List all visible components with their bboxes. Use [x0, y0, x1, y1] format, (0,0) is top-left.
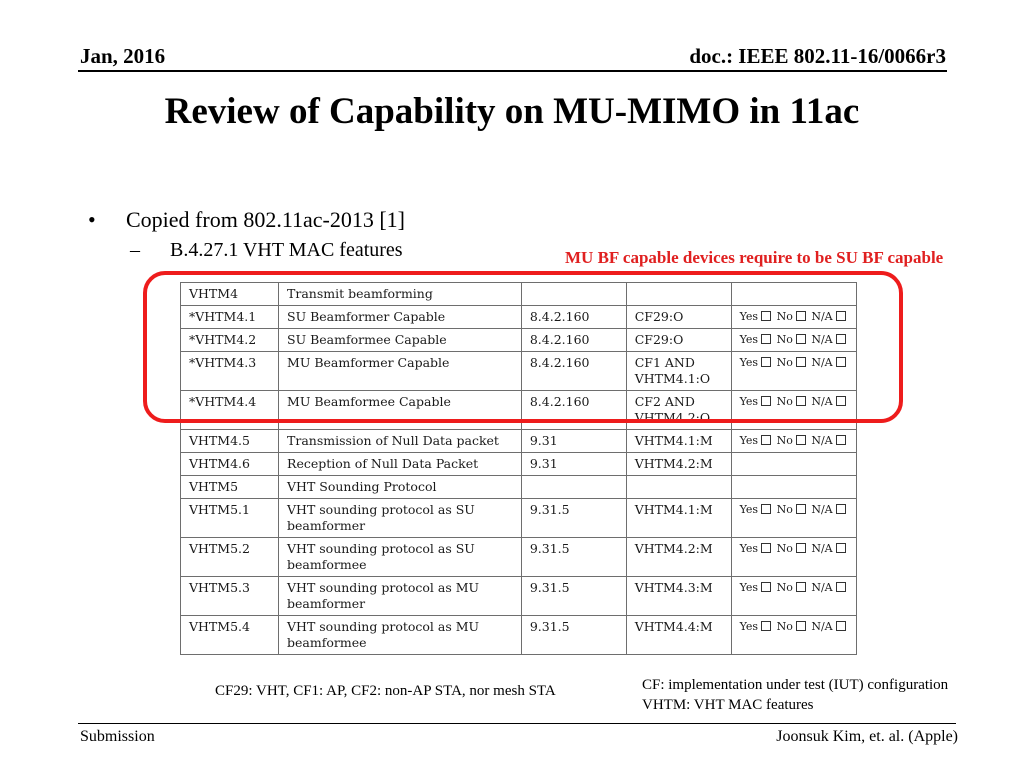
- support-label-no: No: [776, 620, 793, 633]
- checkbox-icon: [796, 621, 806, 631]
- table-row: [181, 476, 857, 499]
- checkbox-icon: [836, 582, 846, 592]
- checkbox-icon: [761, 504, 771, 514]
- bullet-text: Copied from 802.11ac-2013 [1]: [126, 207, 406, 232]
- reference-cell: 9.31.5: [521, 538, 626, 577]
- item-cell: *VHTM4.4: [181, 391, 279, 430]
- feature-cell: Reception of Null Data Packet: [279, 453, 522, 476]
- item-cell: VHTM5: [181, 476, 279, 499]
- support-label-yes: Yes: [739, 542, 759, 555]
- support-label-yes: Yes: [739, 434, 759, 447]
- status-cell: VHTM4.2:M: [626, 538, 731, 577]
- checkbox-icon: [796, 543, 806, 553]
- support-label-no: No: [776, 356, 793, 369]
- support-label-na: N/A: [811, 356, 833, 369]
- checkbox-icon: [796, 582, 806, 592]
- header-date: Jan, 2016: [80, 44, 166, 68]
- status-cell: VHTM4.4:M: [626, 616, 731, 655]
- support-label-na: N/A: [811, 310, 833, 323]
- support-label-no: No: [776, 542, 793, 555]
- feature-cell: SU Beamformee Capable: [279, 329, 522, 352]
- status-cell: CF29:O: [626, 306, 731, 329]
- checkbox-icon: [836, 504, 846, 514]
- checkbox-icon: [836, 543, 846, 553]
- support-label-yes: Yes: [739, 333, 759, 346]
- item-cell: VHTM4.5: [181, 430, 279, 453]
- footer-divider: [78, 723, 956, 724]
- checkbox-icon: [836, 435, 846, 445]
- checkbox-icon: [761, 435, 771, 445]
- support-cell: [731, 616, 856, 655]
- feature-cell: SU Beamformer Capable: [279, 306, 522, 329]
- table-row: [181, 499, 857, 538]
- feature-cell: MU Beamformee Capable: [279, 391, 522, 430]
- note-legend: [642, 675, 948, 715]
- item-cell: VHTM5.3: [181, 577, 279, 616]
- checkbox-icon: [796, 504, 806, 514]
- checkbox-icon: [836, 621, 846, 631]
- feature-cell: VHT Sounding Protocol: [279, 476, 522, 499]
- status-cell: VHTM4.1:M: [626, 499, 731, 538]
- status-cell: CF2 AND VHTM4.2:O: [626, 391, 731, 430]
- status-cell: CF1 AND VHTM4.1:O: [626, 352, 731, 391]
- feature-cell: VHT sounding protocol as SU beamformer: [279, 499, 522, 538]
- support-cell: [731, 453, 856, 476]
- feature-cell: VHT sounding protocol as SU beamformee: [279, 538, 522, 577]
- reference-cell: 9.31: [521, 453, 626, 476]
- reference-cell: 9.31.5: [521, 616, 626, 655]
- support-label-no: No: [776, 503, 793, 516]
- status-cell: VHTM4.1:M: [626, 430, 731, 453]
- footer-authors: Joonsuk Kim, et. al. (Apple): [776, 728, 958, 745]
- item-cell: VHTM5.1: [181, 499, 279, 538]
- header-divider: [78, 70, 947, 72]
- reference-cell: 9.31: [521, 430, 626, 453]
- support-label-yes: Yes: [739, 395, 759, 408]
- checkbox-icon: [761, 543, 771, 553]
- sub-bullet-text: B.4.27.1 VHT MAC features: [170, 239, 403, 261]
- support-label-na: N/A: [811, 542, 833, 555]
- item-cell: *VHTM4.1: [181, 306, 279, 329]
- item-cell: VHTM5.4: [181, 616, 279, 655]
- note-legend-line-2: VHTM: VHT MAC features: [642, 697, 814, 713]
- header-doc-id: doc.: IEEE 802.11-16/0066r3: [689, 44, 946, 68]
- callout-text: MU BF capable devices require to be SU BF capable: [565, 248, 944, 267]
- table-row: [181, 430, 857, 453]
- status-cell: [626, 476, 731, 499]
- checkbox-icon: [761, 582, 771, 592]
- support-label-na: N/A: [811, 333, 833, 346]
- table-row: [181, 616, 857, 655]
- support-label-na: N/A: [811, 434, 833, 447]
- support-label-no: No: [776, 581, 793, 594]
- support-label-na: N/A: [811, 503, 833, 516]
- table-row: [181, 453, 857, 476]
- support-label-na: N/A: [811, 581, 833, 594]
- checkbox-icon: [796, 435, 806, 445]
- support-cell: [731, 499, 856, 538]
- status-cell: VHTM4.3:M: [626, 577, 731, 616]
- support-cell: [731, 577, 856, 616]
- support-label-no: No: [776, 310, 793, 323]
- table-row: [181, 538, 857, 577]
- support-label-na: N/A: [811, 620, 833, 633]
- checkbox-icon: [761, 621, 771, 631]
- highlight-box: [143, 271, 903, 423]
- item-cell: *VHTM4.3: [181, 352, 279, 391]
- support-cell: [731, 430, 856, 453]
- feature-cell: Transmission of Null Data packet: [279, 430, 522, 453]
- reference-cell: 8.4.2.160: [521, 391, 626, 430]
- slide-title: Review of Capability on MU-MIMO in 11ac: [164, 91, 860, 132]
- feature-cell: Transmit beamforming: [279, 283, 522, 306]
- feature-cell: VHT sounding protocol as MU beamformer: [279, 577, 522, 616]
- support-label-yes: Yes: [739, 310, 759, 323]
- footer-submission: Submission: [80, 728, 155, 745]
- note-cf-definitions: CF29: VHT, CF1: AP, CF2: non-AP STA, nor mesh STA: [215, 683, 556, 699]
- feature-cell: VHT sounding protocol as MU beamformee: [279, 616, 522, 655]
- reference-cell: 9.31.5: [521, 577, 626, 616]
- reference-cell: [521, 476, 626, 499]
- item-cell: VHTM4.6: [181, 453, 279, 476]
- item-cell: *VHTM4.2: [181, 329, 279, 352]
- support-label-yes: Yes: [739, 581, 759, 594]
- item-cell: VHTM5.2: [181, 538, 279, 577]
- item-cell: VHTM4: [181, 283, 279, 306]
- support-label-no: No: [776, 434, 793, 447]
- support-label-yes: Yes: [739, 503, 759, 516]
- support-label-yes: Yes: [739, 356, 759, 369]
- feature-cell: MU Beamformer Capable: [279, 352, 522, 391]
- support-label-yes: Yes: [739, 620, 759, 633]
- reference-cell: 8.4.2.160: [521, 306, 626, 329]
- support-label-no: No: [776, 395, 793, 408]
- note-legend-line-1: CF: implementation under test (IUT) configuration: [642, 677, 949, 693]
- sub-bullet-marker: –: [130, 239, 140, 261]
- reference-cell: 8.4.2.160: [521, 329, 626, 352]
- status-cell: CF29:O: [626, 329, 731, 352]
- support-cell: [731, 538, 856, 577]
- support-label-no: No: [776, 333, 793, 346]
- reference-cell: 8.4.2.160: [521, 352, 626, 391]
- support-cell: [731, 476, 856, 499]
- support-label-na: N/A: [811, 395, 833, 408]
- reference-cell: 9.31.5: [521, 499, 626, 538]
- status-cell: VHTM4.2:M: [626, 453, 731, 476]
- table-row: [181, 577, 857, 616]
- bullet-marker: •: [88, 207, 96, 232]
